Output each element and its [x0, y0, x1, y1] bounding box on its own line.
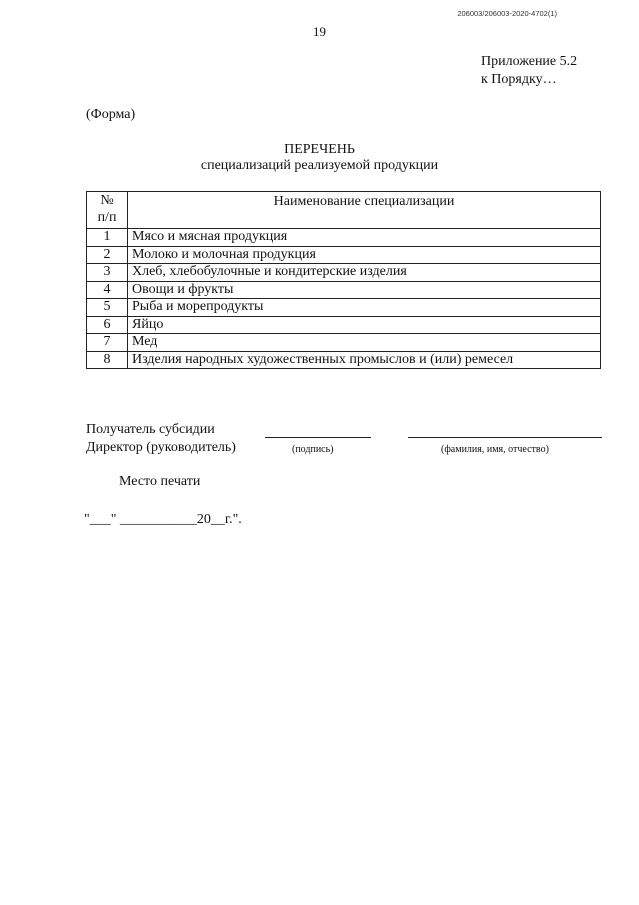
appendix-line-2: к Порядку… [481, 72, 557, 87]
column-header-number-line-1: № [100, 193, 114, 208]
row-specialization: Изделия народных художественных промыслов и (или) ремесел [128, 351, 601, 369]
row-specialization: Мясо и мясная продукция [128, 229, 601, 247]
table-row [87, 281, 601, 299]
table-row [87, 299, 601, 317]
table-row [87, 316, 601, 334]
document-id: 206003/206003-2020-4702(1) [457, 9, 557, 18]
signature-line [265, 437, 371, 438]
appendix-line-1: Приложение 5.2 [481, 54, 578, 69]
row-number: 2 [87, 246, 128, 264]
row-number: 8 [87, 351, 128, 369]
full-name-caption: (фамилия, имя, отчество) [441, 444, 549, 455]
full-name-line [408, 437, 602, 438]
row-number: 1 [87, 229, 128, 247]
row-specialization: Яйцо [128, 316, 601, 334]
director-label: Директор (руководитель) [86, 440, 236, 455]
row-specialization: Овощи и фрукты [128, 281, 601, 299]
signature-caption: (подпись) [292, 444, 334, 455]
specializations-table [86, 191, 601, 369]
table-row [87, 351, 601, 369]
appendix-reference [481, 53, 577, 89]
row-number: 4 [87, 281, 128, 299]
form-label: (Форма) [86, 107, 136, 122]
document-title: ПЕРЕЧЕНЬ [284, 142, 355, 157]
recipient-label: Получатель субсидии [86, 422, 215, 437]
row-number: 5 [87, 299, 128, 317]
row-specialization: Молоко и молочная продукция [128, 246, 601, 264]
document-subtitle: специализаций реализуемой продукции [200, 158, 439, 173]
row-specialization: Хлеб, хлебобулочные и кондитерские изделия [128, 264, 601, 282]
table-row [87, 229, 601, 247]
date-line: "___" ___________20__г.". [84, 512, 242, 527]
row-specialization: Мед [128, 334, 601, 352]
column-header-number [87, 192, 128, 229]
table-header-row [87, 192, 601, 229]
row-number: 6 [87, 316, 128, 334]
table-row [87, 246, 601, 264]
row-number: 3 [87, 264, 128, 282]
stamp-place-label: Место печати [119, 474, 201, 489]
page-number: 19 [313, 24, 326, 39]
table-row [87, 264, 601, 282]
row-specialization: Рыба и морепродукты [128, 299, 601, 317]
row-number: 7 [87, 334, 128, 352]
table-row [87, 334, 601, 352]
column-header-number-line-2: п/п [97, 210, 117, 225]
column-header-name: Наименование специализации [128, 192, 601, 229]
